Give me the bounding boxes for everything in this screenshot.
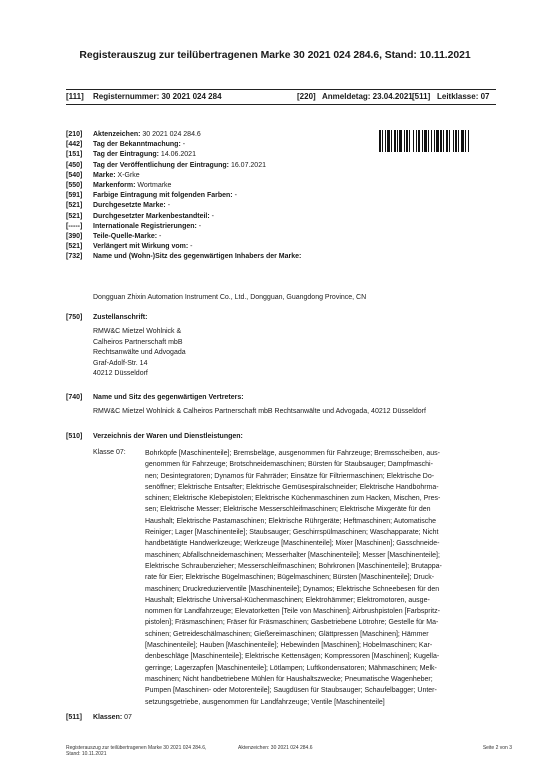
goods-line: schinen; Elektrische Klebepistolen; Elektrische Küchenmaschinen zum Hacken, Mischen, Pres- xyxy=(145,495,441,503)
field-row: [442] Tag der Bekanntmachung: - xyxy=(66,141,186,149)
field-row: [732] Name und (Wohn-)Sitz des gegenwärtigen Inhabers der Marke: xyxy=(66,253,302,261)
goods-line: sen; Elektrische Messer; Elektrische Messerschleifmaschinen; Elektrische Mixgeräte für den xyxy=(145,506,431,514)
code-511-klassen: [511] xyxy=(66,714,82,721)
goods-line: senöffner; Elektrische Entsafter; Elektrische Gemüsespiralschneider; Elektrische Handbohrma- xyxy=(145,483,439,491)
goods-line: Haushalt; Elektrische Universal-Küchenmaschinen; Elektrohämmer; Elektromotoren, ausge- xyxy=(145,596,430,604)
klassen-block xyxy=(66,713,496,723)
leitklasse: Leitklasse: 07 xyxy=(437,92,490,101)
field-row: [521] Durchgesetzte Marke: - xyxy=(66,202,171,210)
anmeldetag: Anmeldetag: 23.04.2021 xyxy=(322,92,413,101)
field-row: [450] Tag der Veröffentlichung der Eintragung: 16.07.2021 xyxy=(66,161,266,169)
waren-label: Verzeichnis der Waren und Dienstleistungen: xyxy=(93,433,243,440)
zustell-line: 40212 Düsseldorf xyxy=(93,369,148,377)
goods-line: setzungsgetriebe, ausgenommen für Landfahrzeuge; Ventile [Maschinenteile] xyxy=(145,698,385,706)
vertreter-value: RMW&C Mietzel Wohlnick & Calheiros Partnerschaft mbB Rechtsanwälte und Advogada, 40212 Düsseldorf xyxy=(93,408,426,416)
goods-line: denbeschläge [Maschinenteile]; Elektrische Kettensägen; Kompressoren [Maschinen]; Kugella- xyxy=(145,653,440,661)
code-740: [740] xyxy=(66,394,83,401)
inhaber-value: Dongguan Zhixin Automation Instrument Co., Ltd., Dongguan, Guangdong Province, CN xyxy=(93,294,367,301)
register-fields xyxy=(66,130,496,262)
code-510: [510] xyxy=(66,433,83,440)
klassen-label: Klassen: xyxy=(93,714,123,721)
goods-line: maschinen; Abfallschneidemaschinen; Messerhalter [Maschinenteile]; Messer [Maschinenteile]; xyxy=(145,551,440,559)
field-row: [390] Teile-Quelle-Marke: - xyxy=(66,232,162,240)
goods-line: gerringe; Lagerzapfen [Maschinenteile]; Lötlampen; Luftkondensatoren; Mähmaschinen; Melk- xyxy=(145,664,437,672)
klasse-label: Klasse 07: xyxy=(93,449,126,456)
footer-left-line1: Registerauszug zur teilübertragenen Marke 30 2021 024 284.6, xyxy=(66,745,207,751)
goods-line: maschinen; Druckreduzierventile [Maschinenteile]; Dynamos; Elektrische Schneebesen für den xyxy=(145,585,440,593)
zustell-label: Zustellanschrift: xyxy=(93,314,148,321)
zustell-line: RMW&C Mietzel Wohlnick & xyxy=(93,328,182,336)
code-750: [750] xyxy=(66,314,83,321)
field-row: [-----] Internationale Registrierungen: - xyxy=(66,222,202,230)
goods-line: nen; Desintegratoren; Dynamos für Fahrräder; Einsätze für Filtriermaschinen; Elektrische Do- xyxy=(145,472,435,480)
goods-line: schinen; Getreideschälmaschinen; Gießereimaschinen; Glättpressen [Maschinen]; Hämmer xyxy=(145,630,429,638)
goods-line: [Maschinenteile]; Hauben [Maschinenteile]; Hebewinden [Maschinen]; Hobelmaschinen; Kar- xyxy=(145,642,433,650)
goods-line: genommen für Fahrzeuge; Brotschneidemaschinen; Bürsten für Staubsauger; Dampfmaschi- xyxy=(145,461,433,469)
field-row: [591] Farbige Eintragung mit folgenden Farben: - xyxy=(66,192,237,200)
code-220: [220] xyxy=(297,92,316,101)
register-header xyxy=(66,89,496,105)
goods-line: Haushalt; Elektrische Pastamaschinen; Elektrische Rührgeräte; Heftmaschinen; Automatische xyxy=(145,517,437,525)
zustell-line: Graf-Adolf-Str. 14 xyxy=(93,359,148,367)
field-row: [521] Durchgesetzter Markenbestandteil: - xyxy=(66,212,214,220)
code-511: [511] xyxy=(412,92,431,101)
waren-header xyxy=(66,432,496,442)
vertreter-label: Name und Sitz des gegenwärtigen Vertreters: xyxy=(93,394,244,401)
goods-line: pistolen]; Fräsmaschinen; Fräser für Fräsmaschinen; Gasbetriebene Lötrohre; Gestelle für Ma- xyxy=(145,619,439,627)
goods-line: maschinen; Nicht handbetriebene Mühlen für Haushaltszwecke; Pneumatische Wagenheber; xyxy=(145,675,433,683)
zustell-line: Calheiros Partnerschaft mbB xyxy=(93,338,183,346)
code-111: [111] xyxy=(66,92,84,101)
goods-line: Elektrische Schraubenzieher; Messerschleifmaschinen; Bohrkronen [Maschinenteile]; Brutappa- xyxy=(145,562,442,570)
footer-aktenzeichen: Aktenzeichen: 30 2021 024 284.6 xyxy=(238,745,313,751)
field-row: [151] Tag der Eintragung: 14.06.2021 xyxy=(66,151,196,159)
registernummer: Registernummer: 30 2021 024 284 xyxy=(93,92,222,101)
field-row: [540] Marke: X-Grke xyxy=(66,171,140,179)
goods-line: handbetätigte Handwerkzeuge; Werkzeuge [Maschinenteile]; Mixer [Maschinen]; Gasschneide- xyxy=(145,540,440,548)
zustellanschrift-block xyxy=(66,313,496,379)
goods-list xyxy=(145,448,497,708)
vertreter-block xyxy=(66,393,496,418)
klassen-value: 07 xyxy=(122,714,132,721)
goods-line: rate für Eier; Elektrische Bügelmaschinen; Bügelmaschinen; Bürsten [Maschinenteile]; Druck- xyxy=(145,574,435,582)
page-footer xyxy=(66,745,512,765)
zustell-line: Rechtsanwälte und Advogada xyxy=(93,349,186,357)
page-title: Registerauszug zur teilübertragenen Marke 30 2021 024 284.6, Stand: 10.11.2021 xyxy=(79,50,471,61)
field-row: [521] Verlängert mit Wirkung vom: - xyxy=(66,243,193,251)
field-row: [550] Markenform: Wortmarke xyxy=(66,181,172,189)
footer-page-number: Seite 2 von 3 xyxy=(482,745,512,751)
goods-line: Bohrköpfe [Maschinenteile]; Bremsbeläge, ausgenommen für Fahrzeuge; Bremsscheiben, aus- xyxy=(145,450,440,457)
inhaber-block xyxy=(66,293,496,303)
field-row: [210] Aktenzeichen: 30 2021 024 284.6 xyxy=(66,131,201,138)
goods-line: Pumpen [Maschinen- oder Motorenteile]; Saugdüsen für Staubsauger; Schaufelbagger; Unter- xyxy=(145,687,437,695)
footer-left-line2: Stand: 10.11.2021 xyxy=(66,751,107,757)
goods-line: nommen für Landfahrzeuge; Elevatorketten [Teile von Maschinen]; Airbrushpistolen [Farbspritz- xyxy=(145,608,440,616)
goods-line: Reiniger; Lager [Maschinenteile]; Staubsauger; Geschirrspülmaschinen; Waschapparate; Nicht xyxy=(145,529,439,537)
